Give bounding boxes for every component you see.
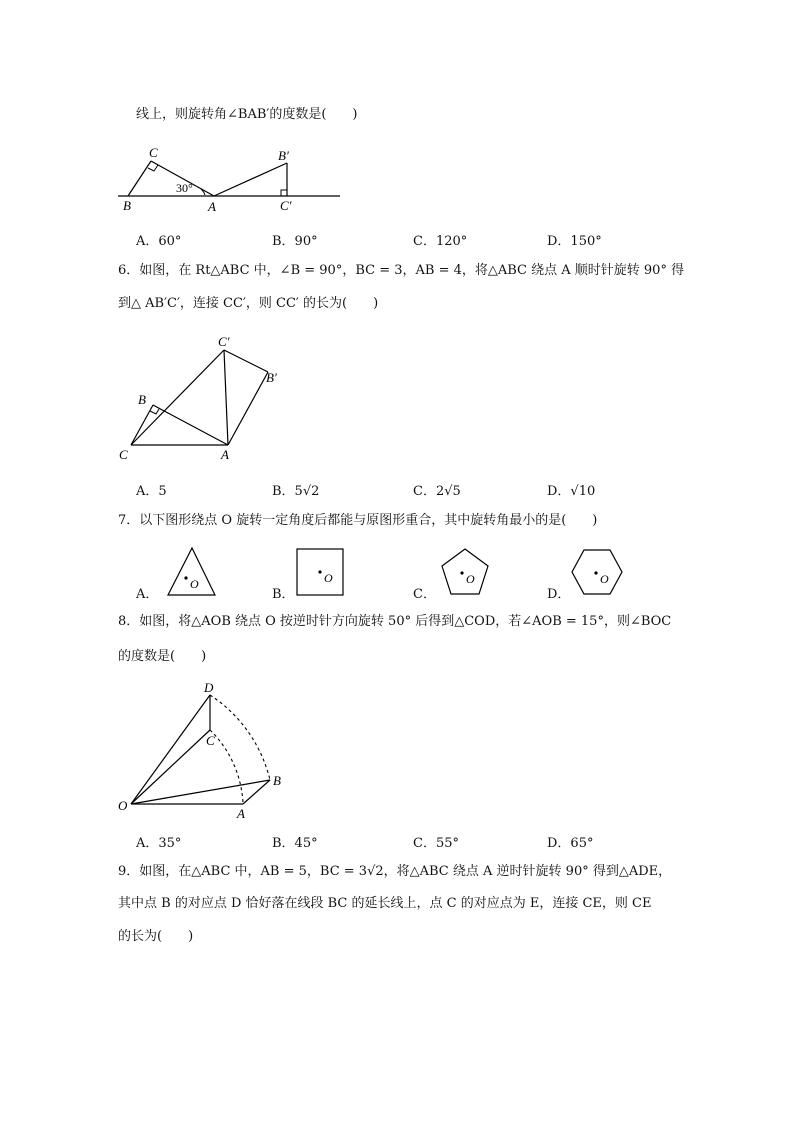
q8-line2: 的度数是( ): [118, 649, 207, 664]
q8-label-B: B: [273, 773, 281, 788]
q7-center-label-a: O: [190, 577, 199, 591]
q8-label-D: D: [204, 680, 214, 695]
q7-center-label-b: O: [324, 571, 333, 585]
q5-text: 线上，则旋转角∠BAB′的度数是( ): [136, 107, 358, 122]
q6-line1: 6．如图，在 Rt△ABC 中，∠B = 90°，BC = 3，AB = 4，将△ABC 绕点 A 顺时针旋转 90° 得: [118, 263, 685, 278]
q7-option-a[interactable]: A．: [136, 587, 159, 602]
q6-option-c[interactable]: C．2√5: [413, 484, 461, 499]
q8-option-a[interactable]: A．35°: [136, 836, 182, 851]
q5-label-C: C: [149, 145, 158, 160]
q8-option-c[interactable]: C．55°: [413, 836, 459, 851]
q7-option-d[interactable]: D．: [547, 587, 571, 602]
q6-option-b[interactable]: B．5√2: [272, 484, 320, 499]
q5-option-a[interactable]: A．60°: [136, 234, 182, 249]
q7-center-label-c: O: [466, 572, 475, 586]
q5-label-C1: C′: [280, 198, 292, 213]
q8-label-C: C: [206, 733, 215, 748]
q9-line1: 9．如图，在△ABC 中，AB = 5，BC = 3√2，将△ABC 绕点 A 逆时针旋转 90° 得到△ADE，: [118, 864, 672, 879]
q5-label-B: B: [123, 198, 131, 213]
q8-label-O: O: [118, 798, 128, 813]
q6-label-B: B: [138, 392, 146, 407]
q9-line2: 其中点 B 的对应点 D 恰好落在线段 BC 的延长线上，点 C 的对应点为 E，连接 CE，则 CE: [118, 896, 652, 911]
q8-option-d[interactable]: D．65°: [547, 836, 594, 851]
q5-label-angle: 30°: [176, 181, 193, 195]
q6-label-C1: C′: [218, 334, 230, 349]
q7-option-c[interactable]: C．: [413, 587, 436, 602]
q8-label-A: A: [237, 806, 245, 821]
q6-option-a[interactable]: A．5: [136, 484, 167, 499]
q6-option-d[interactable]: D．√10: [547, 484, 596, 499]
q8-option-b[interactable]: B．45°: [272, 836, 318, 851]
q8-line1: 8．如图，将△AOB 绕点 O 按逆时针方向旋转 50° 后得到△COD，若∠AOB = 15°，则∠BOC: [118, 614, 672, 629]
q5-label-B1: B′: [278, 148, 289, 163]
q7-option-b[interactable]: B．: [272, 587, 295, 602]
q6-label-A: A: [221, 447, 229, 462]
q5-option-c[interactable]: C．120°: [413, 234, 468, 249]
q5-option-b[interactable]: B．90°: [272, 234, 318, 249]
q6-label-C: C: [119, 447, 128, 462]
q5-label-A: A: [208, 199, 216, 214]
q5-option-d[interactable]: D．150°: [547, 234, 602, 249]
q7-center-label-d: O: [600, 572, 609, 586]
q6-label-B1: B′: [266, 370, 277, 385]
q9-line3: 的长为( ): [118, 929, 194, 944]
q7-line1: 7．以下图形绕点 O 旋转一定角度后都能与原图形重合，其中旋转角最小的是( ): [118, 513, 598, 528]
q6-line2: 到△ AB′C′，连接 CC′，则 CC′ 的长为( ): [118, 296, 379, 311]
